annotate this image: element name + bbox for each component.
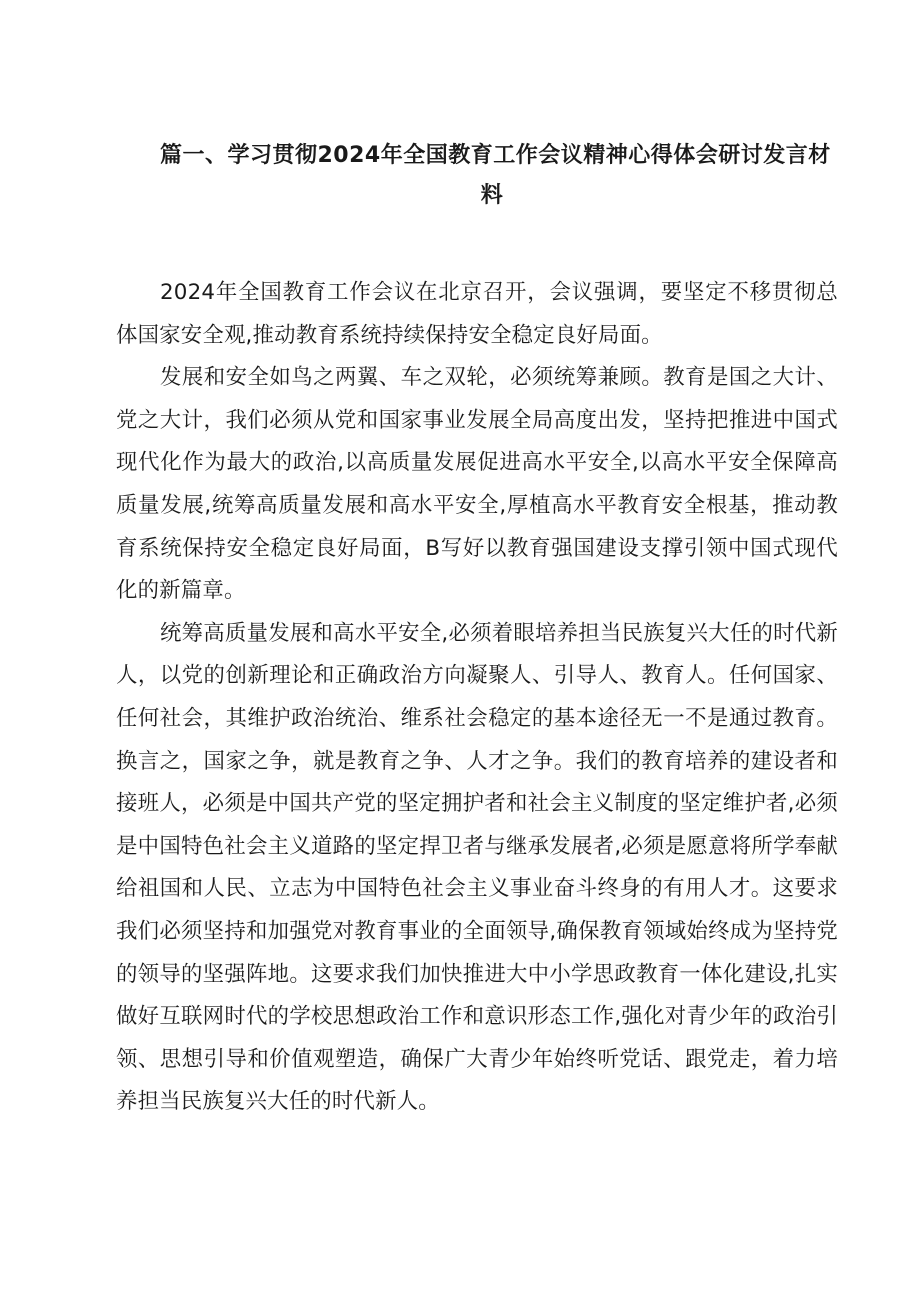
- document-title-line1: 篇一、学习贯彻2024年全国教育工作会议精神心得体会研讨发言材: [160, 143, 831, 168]
- document-body: [116, 272, 838, 1124]
- paragraph-2: 发展和安全如鸟之两翼、车之双轮，必须统筹兼顾。教育是国之大计、党之大计，我们必须从党和国家事业发展全局高度出发，坚持把推进中国式现代化作为最大的政治,以高质量发展促进高水平安全,以高水平安全保障高质量发展,统筹高质量发展和高水平安全,厚植高水平教育安全根基，推动教育系统保持安全稳定良好局面，B写好以教育强国建设支撑引领中国式现代化的新篇章。: [116, 365, 838, 604]
- paragraph-1: 2024年全国教育工作会议在北京召开，会议强调，要坚定不移贯彻总体国家安全观,推动教育系统持续保持安全稳定良好局面。: [116, 280, 838, 348]
- document-title: [160, 136, 840, 216]
- document-title-line2: 料: [480, 183, 504, 208]
- paragraph-3: 统筹高质量发展和高水平安全,必须着眼培养担当民族复兴大任的时代新人，以党的创新理论和正确政治方向凝聚人、引导人、教育人。任何国家、任何社会，其维护政治统治、维系社会稳定的基本途径无一不是通过教育。换言之，国家之争，就是教育之争、人才之争。我们的教育培养的建设者和接班人，必须是中国共产党的坚定拥护者和社会主义制度的坚定维护者,必须是中国特色社会主义道路的坚定捍卫者与继承发展者,必须是愿意将所学奉献给祖国和人民、立志为中国特色社会主义事业奋斗终身的有用人才。这要求我们必须坚持和加强党对教育事业的全面领导,确保教育领域始终成为坚持党的领导的坚强阵地。这要求我们加快推进大中小学思政教育一体化建设,扎实做好互联网时代的学校思想政治工作和意识形态工作,强化对青少年的政治引领、思想引导和价值观塑造，确保广大青少年始终听党话、跟党走，着力培养担当民族复兴大任的时代新人。: [116, 620, 838, 1115]
